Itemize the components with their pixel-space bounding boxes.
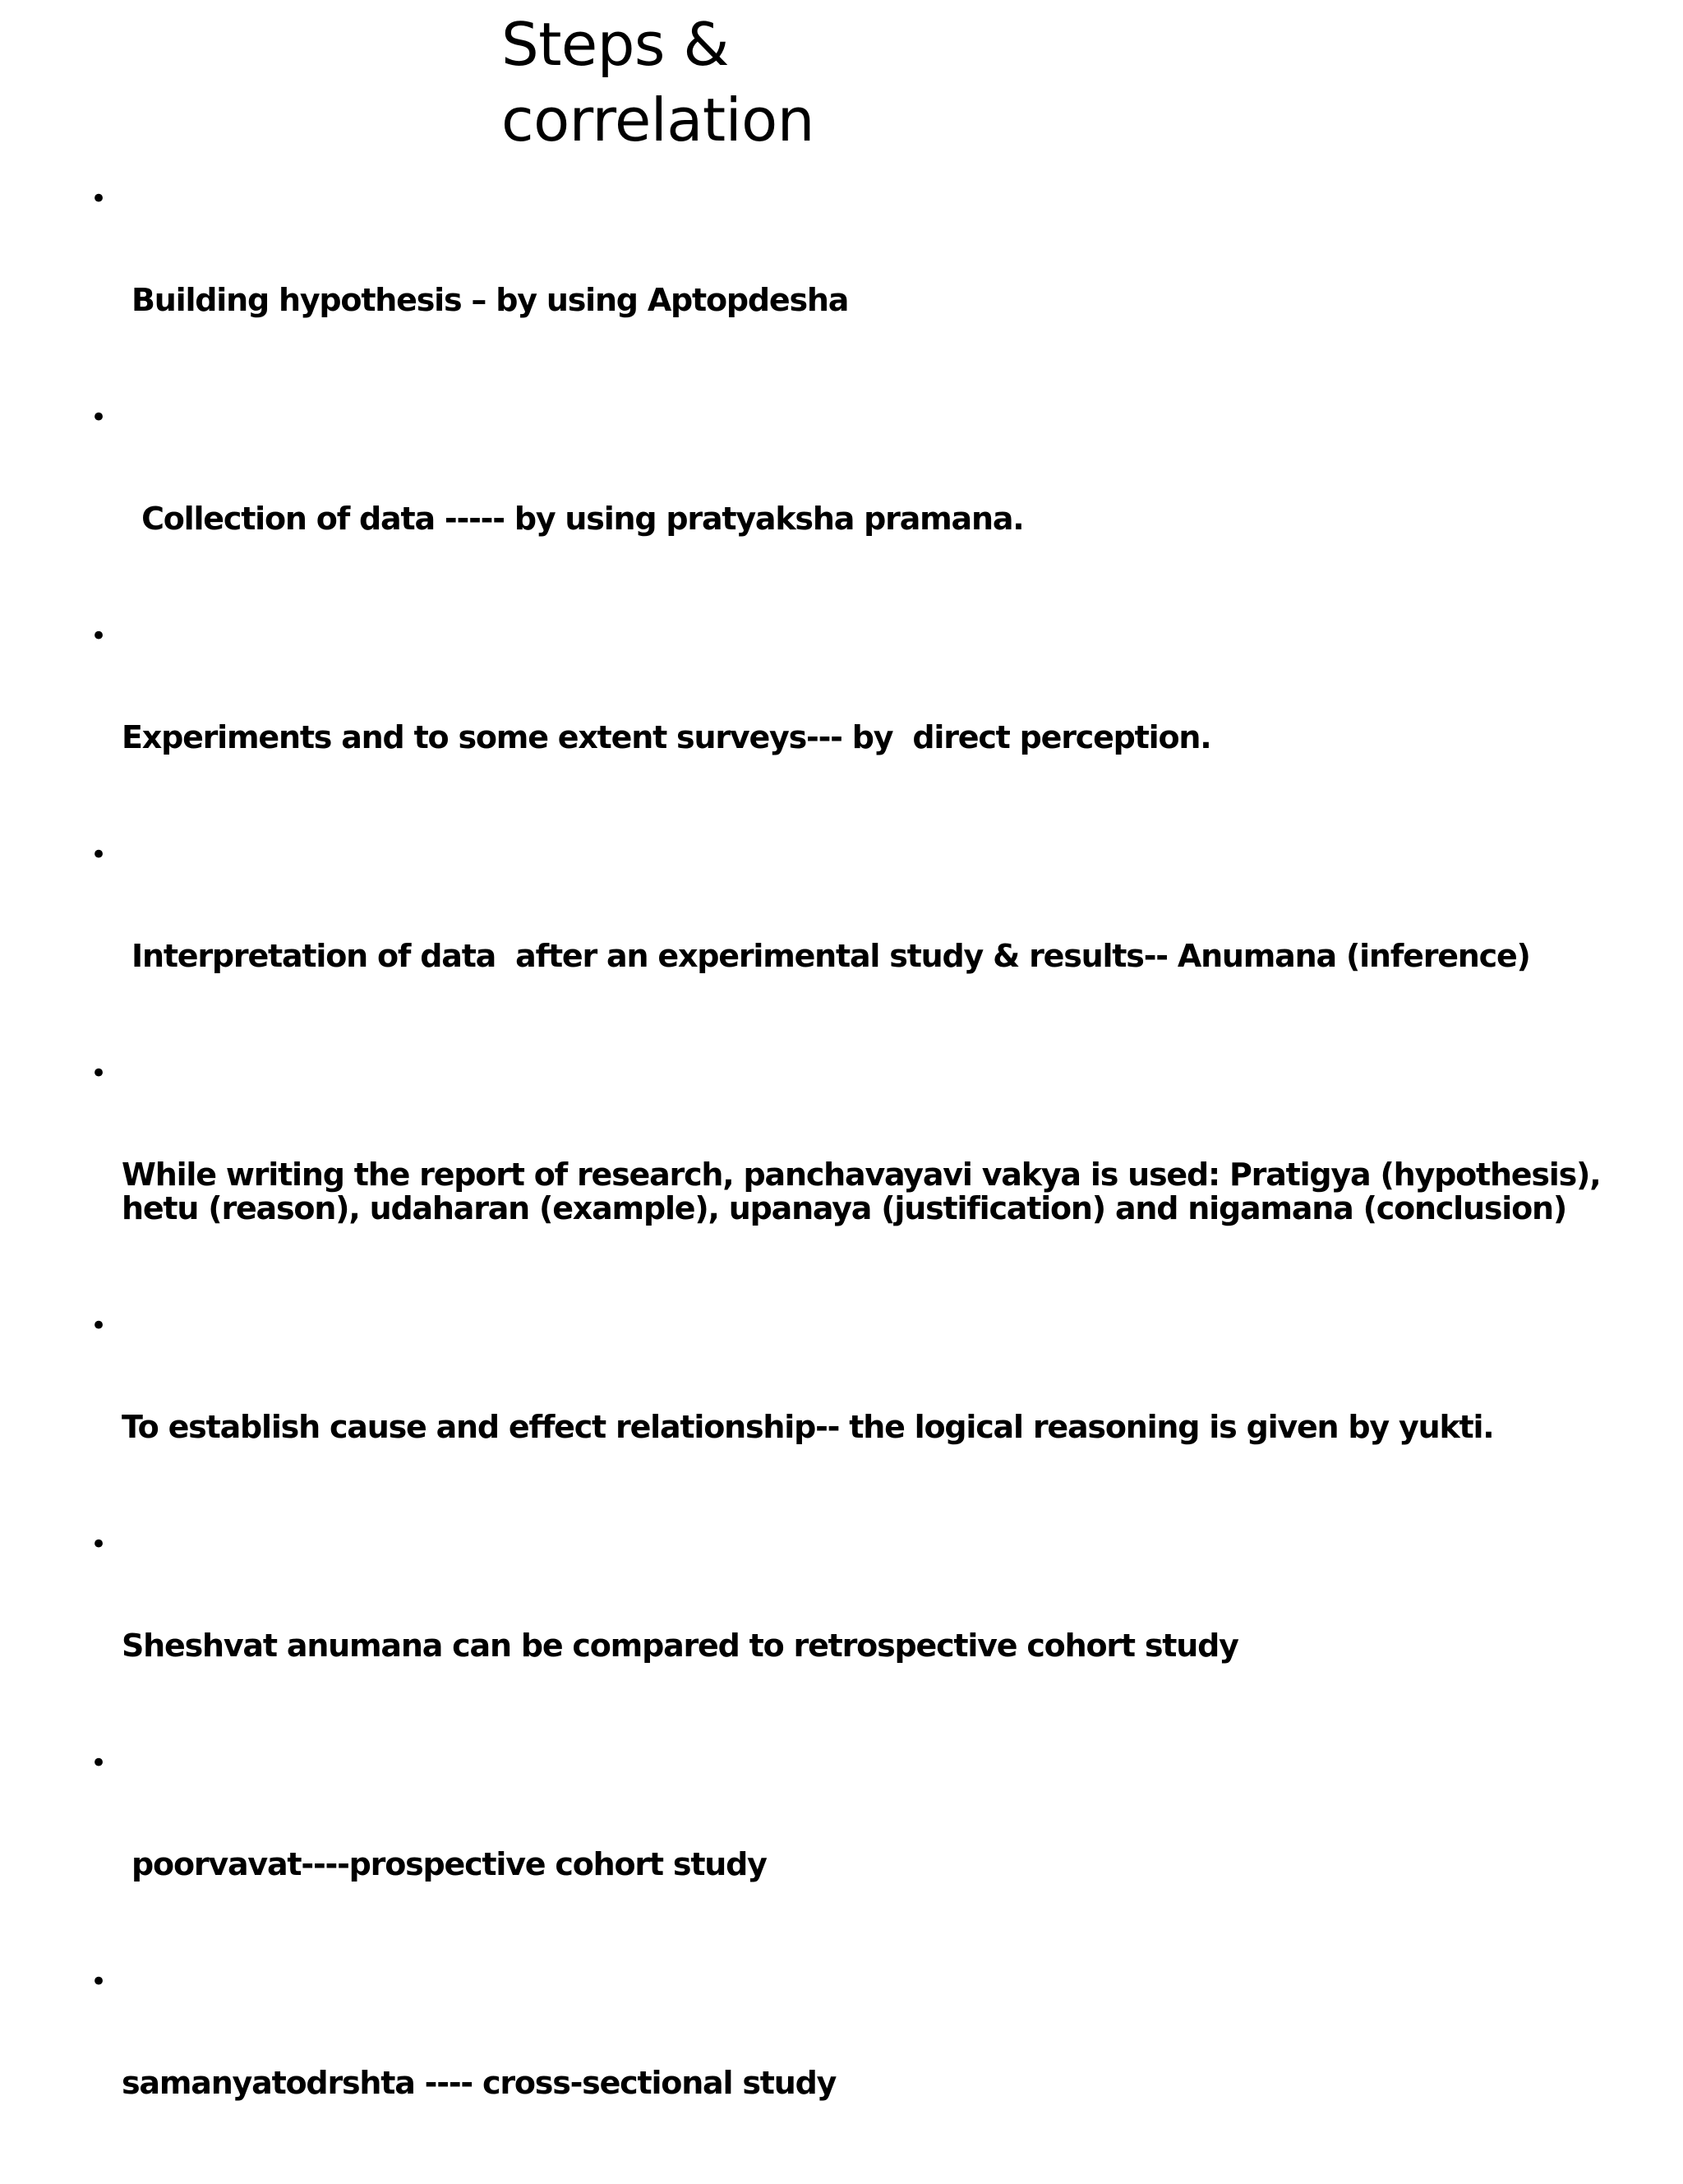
- bullet-text: samanyatodrshta ---- cross-sectional study: [122, 2065, 837, 2101]
- bullet-item-report-writing: [90, 1057, 1619, 1293]
- bullet-text: To establish cause and effect relationship-- the logical reasoning is given by yukti.: [122, 1409, 1494, 1445]
- bullet-dot-icon: •: [90, 1057, 108, 1090]
- slide-title: [501, 7, 1077, 158]
- bullet-item-experiments: [90, 620, 1619, 822]
- bullet-item-hypothesis: [90, 182, 1619, 385]
- bullet-text: While writing the report of research, panchavayavi vakya is used: Pratigya (hypothesis), hetu (reason), udaharan (example), upanaya (justification) and nigamana (conclusion): [122, 1157, 1611, 1226]
- bullet-text: Experiments and to some extent surveys--- by direct perception.: [122, 719, 1211, 755]
- bullet-text: Building hypothesis – by using Aptopdesha: [122, 282, 849, 318]
- bullet-dot-icon: •: [90, 1747, 108, 1780]
- bullet-dot-icon: •: [90, 1309, 108, 1342]
- bullet-item-poorvavat: [90, 1747, 1619, 1949]
- bullet-text: Interpretation of data after an experimental study & results-- Anumana (inference): [122, 938, 1530, 974]
- slide-title-line-2: correlation: [501, 85, 814, 155]
- bullet-item-sheshvat: [90, 1528, 1619, 1730]
- slide-title-line-1: Steps &: [501, 10, 729, 79]
- bullet-list: [90, 182, 1619, 2184]
- bullet-item-samanyatodrshta: [90, 1965, 1619, 2168]
- bullet-text: poorvavat----prospective cohort study: [122, 1846, 767, 1882]
- bullet-dot-icon: •: [90, 620, 108, 653]
- bullet-dot-icon: •: [90, 401, 108, 434]
- bullet-item-interpretation: [90, 838, 1619, 1041]
- bullet-dot-icon: •: [90, 1965, 108, 1998]
- bullet-text: Collection of data ----- by using pratyaksha pramana.: [122, 501, 1024, 537]
- bullet-dot-icon: •: [90, 838, 108, 871]
- bullet-item-data-collection: [90, 401, 1619, 603]
- bullet-dot-icon: •: [90, 182, 108, 215]
- bullet-text: Sheshvat anumana can be compared to retrospective cohort study: [122, 1628, 1238, 1664]
- bullet-item-cause-effect: [90, 1309, 1619, 1512]
- bullet-dot-icon: •: [90, 1528, 108, 1561]
